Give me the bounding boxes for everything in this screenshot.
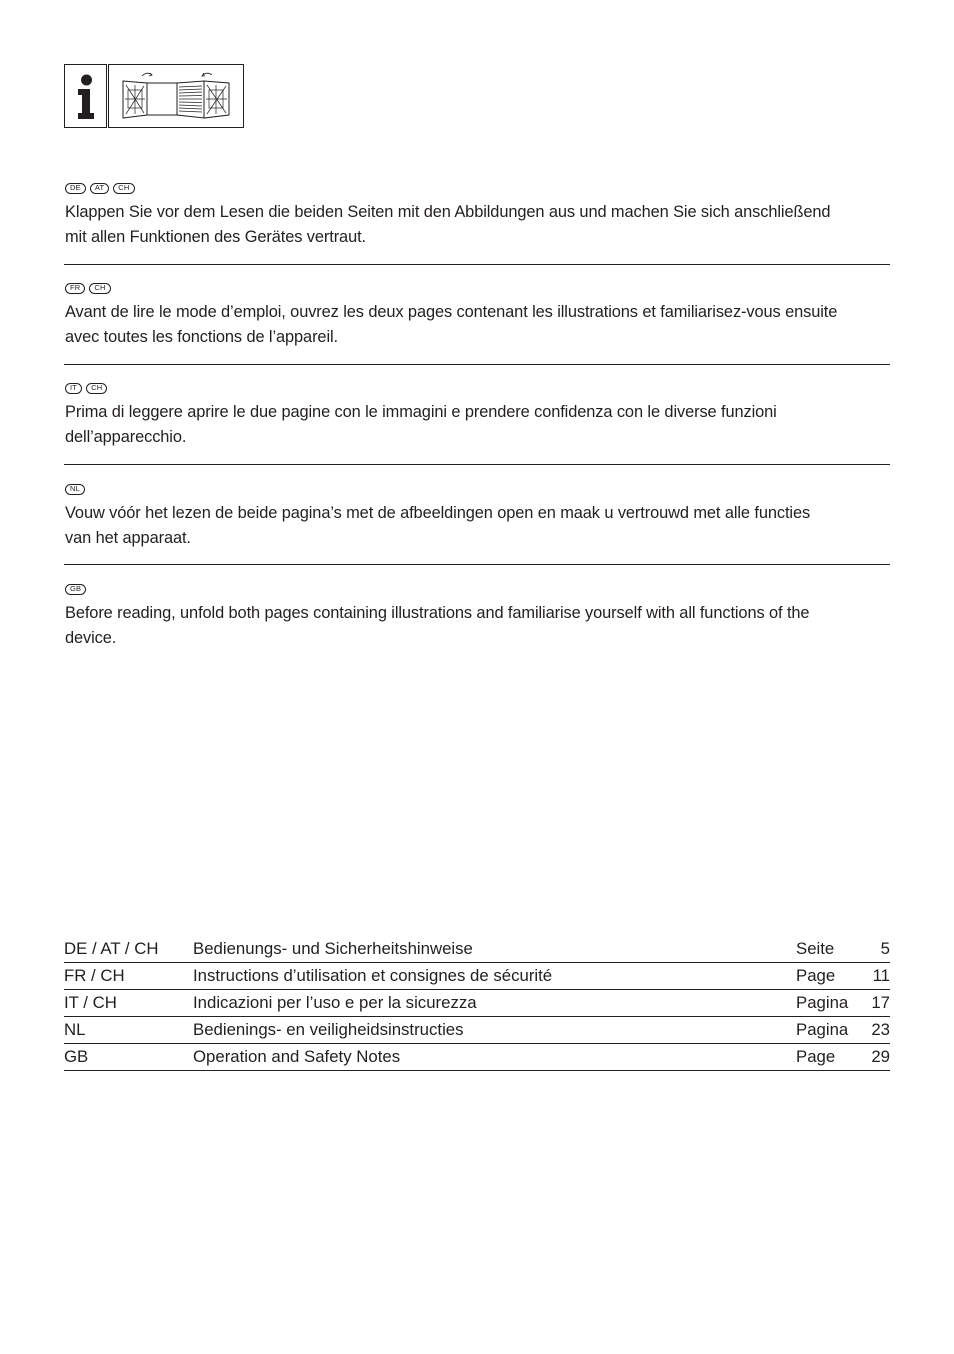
toc-row-gb[interactable] [64,1044,890,1071]
badge-fr: FR [65,283,85,294]
text-line: device. [65,629,117,647]
text-line: Before reading, unfold both pages containing illustrations and familiarise yourself with all functions of the [65,604,810,622]
text-line: van het apparaat. [65,529,191,547]
info-icon [65,65,108,129]
badge-at: AT [90,183,109,194]
section-text [65,601,890,651]
toc-page-label: Seite [796,936,856,963]
toc-title: Indicazioni per l’uso e per la sicurezza [193,990,796,1017]
toc-title: Instructions d’utilisation et consignes de sécurité [193,963,796,990]
divider [64,564,890,565]
text-line: Prima di leggere aprire le due pagine con le immagini e prendere confidenza con le diverse funzioni [65,403,777,421]
toc-page-label: Pagina [796,990,856,1017]
text-line: mit allen Funktionen des Gerätes vertraut. [65,228,366,246]
toc-title: Bedienungs- und Sicherheitshinweise [193,936,796,963]
divider [64,264,890,265]
badge-ch: CH [89,283,110,294]
language-badges [65,482,890,496]
toc-page-number: 5 [856,936,890,963]
toc-page-number: 11 [856,963,890,990]
language-badges [65,582,890,596]
toc-row-nl[interactable] [64,1017,890,1044]
toc-language: NL [64,1017,193,1044]
section-fr [65,281,890,350]
fold-out-pages-icon [109,65,245,129]
section-it [65,381,890,450]
toc-title: Operation and Safety Notes [193,1044,796,1071]
divider [64,364,890,365]
divider [64,464,890,465]
toc-language: IT / CH [64,990,193,1017]
language-badges [65,281,890,295]
text-line: Klappen Sie vor dem Lesen die beiden Seiten mit den Abbildungen aus und machen Sie sich anschließend [65,203,831,221]
badge-ch: CH [113,183,134,194]
toc-page-number: 29 [856,1044,890,1071]
toc-page-label: Page [796,963,856,990]
badge-nl: NL [65,484,85,495]
section-text [65,501,890,551]
toc-language: GB [64,1044,193,1071]
badge-ch: CH [86,383,107,394]
toc-row-it[interactable] [64,990,890,1017]
section-text [65,300,890,350]
info-icon-box [64,64,107,128]
badge-it: IT [65,383,82,394]
badge-gb: GB [65,584,86,595]
section-text [65,400,890,450]
fold-out-pages-icon-box [108,64,244,128]
toc-page-label: Pagina [796,1017,856,1044]
section-nl [65,482,890,551]
language-badges [65,381,890,395]
text-line: dell’apparecchio. [65,428,187,446]
toc-language: DE / AT / CH [64,936,193,963]
section-text [65,200,890,250]
toc-page-number: 17 [856,990,890,1017]
toc-page-label: Page [796,1044,856,1071]
toc-row-de[interactable] [64,936,890,963]
text-line: Vouw vóór het lezen de beide pagina’s met de afbeeldingen open en maak u vertrouwd met alle functies [65,504,811,522]
text-line: avec toutes les fonctions de l’appareil. [65,328,338,346]
toc-language: FR / CH [64,963,193,990]
toc-row-fr[interactable] [64,963,890,990]
toc-title: Bedienings- en veiligheidsinstructies [193,1017,796,1044]
text-line: Avant de lire le mode d’emploi, ouvrez les deux pages contenant les illustrations et familiarisez-vous ensuite [65,303,838,321]
toc-page-number: 23 [856,1017,890,1044]
section-gb [65,582,890,651]
table-of-contents [64,936,890,1071]
section-de [65,181,890,250]
badge-de: DE [65,183,86,194]
language-badges [65,181,890,195]
